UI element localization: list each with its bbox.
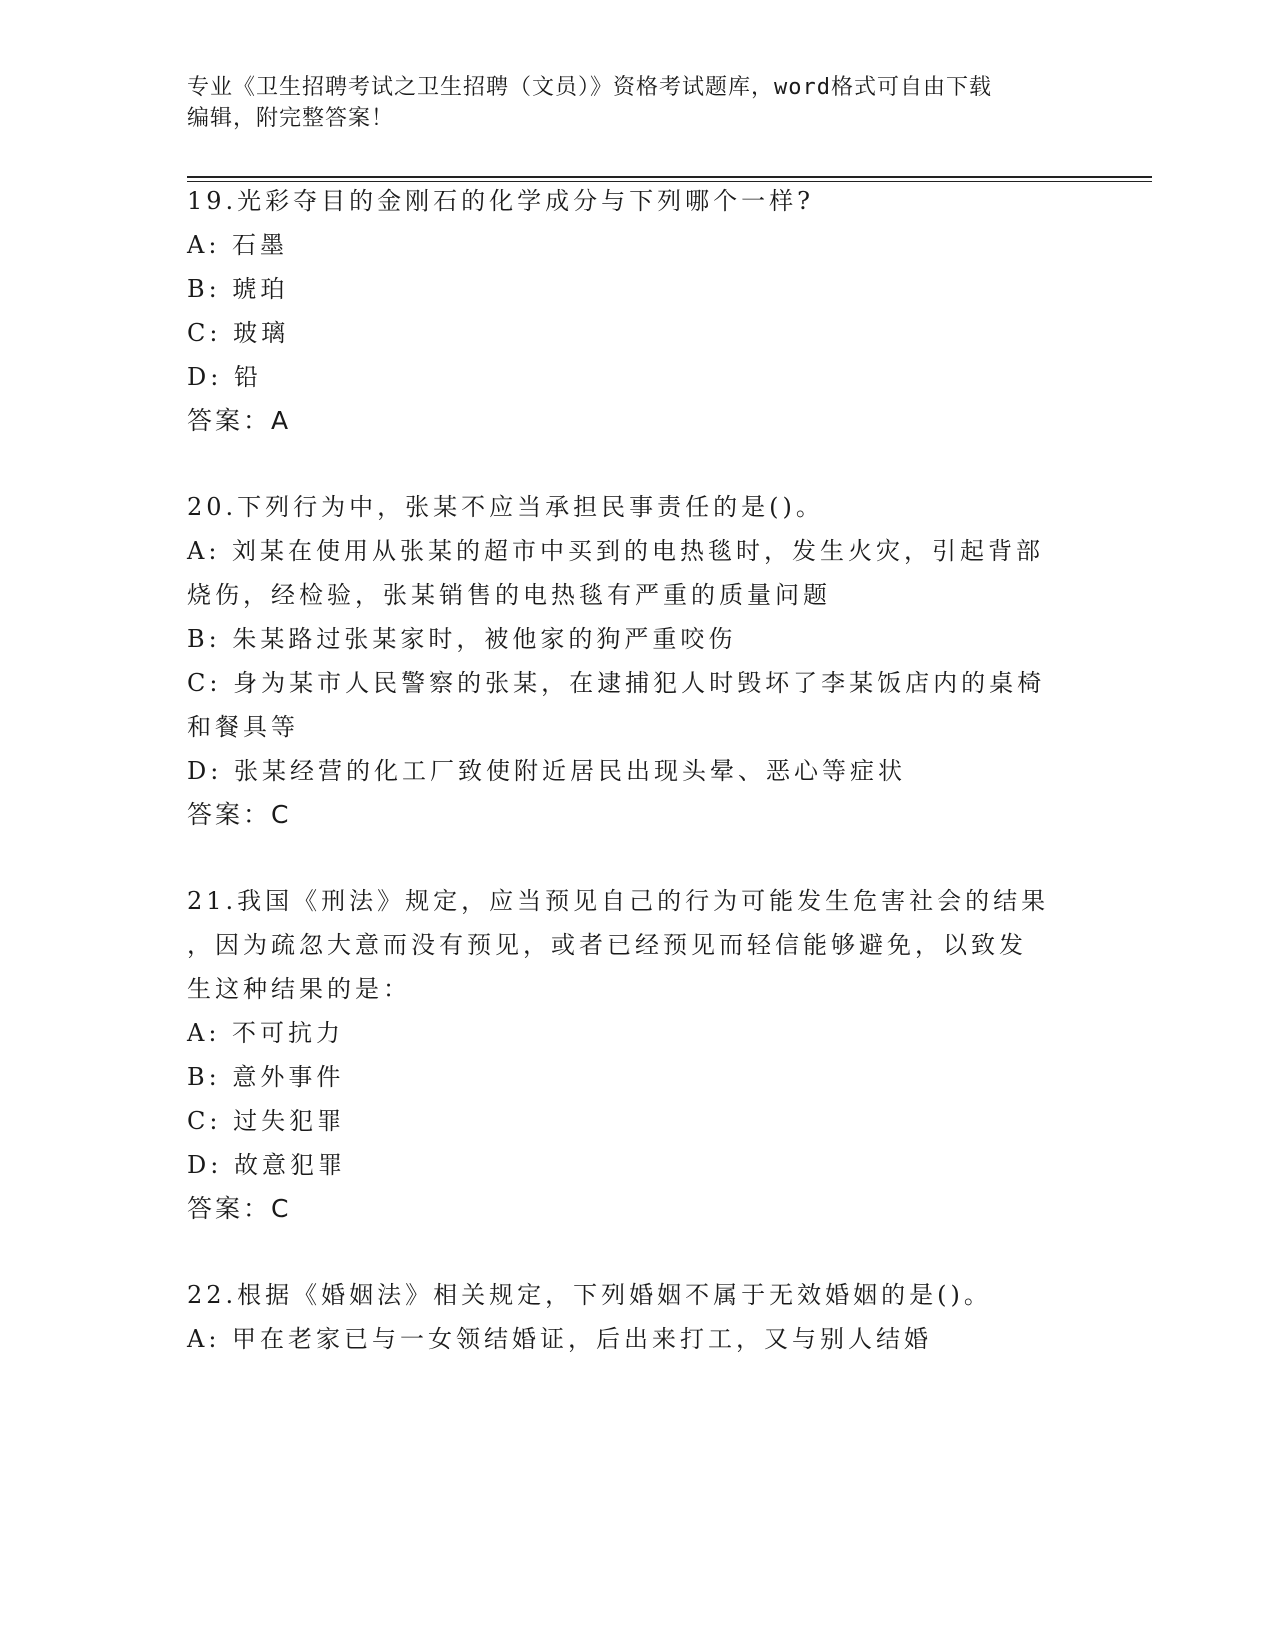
- question-19-option-b: B: 琥珀: [187, 275, 289, 303]
- question-20-stem: 20.下列行为中，张某不应当承担民事责任的是()。: [187, 493, 824, 521]
- question-21-option-b: B: 意外事件: [187, 1063, 345, 1091]
- question-21-stem: 21.我国《刑法》规定，应当预见自己的行为可能发生危害社会的结果: [187, 887, 1050, 915]
- question-21-option-a: A: 不可抗力: [187, 1019, 345, 1047]
- question-21-option-c: C: 过失犯罪: [187, 1107, 346, 1135]
- header-line-1: 专业《卫生招聘考试之卫生招聘（文员）》资格考试题库，word格式可自由下载: [187, 75, 992, 100]
- question-21-option-d: D: 故意犯罪: [187, 1151, 346, 1179]
- question-20-option-c: C: 身为某市人民警察的张某，在逮捕犯人时毁坏了李某饭店内的桌椅: [187, 669, 1046, 697]
- question-19-option-c: C: 玻璃: [187, 319, 290, 347]
- question-21-answer: 答案：C: [187, 1194, 292, 1223]
- document-header: [187, 72, 1067, 134]
- question-20-option-a: A: 刘某在使用从张某的超市中买到的电热毯时，发生火灾，引起背部: [187, 537, 1045, 565]
- question-20-option-b: B: 朱某路过张某家时，被他家的狗严重咬伤: [187, 625, 737, 653]
- question-22-stem: 22.根据《婚姻法》相关规定，下列婚姻不属于无效婚姻的是()。: [187, 1281, 992, 1309]
- question-19-stem: 19.光彩夺目的金刚石的化学成分与下列哪个一样?: [187, 187, 815, 215]
- question-20-option-d: D: 张某经营的化工厂致使附近居民出现头晕、恶心等症状: [187, 757, 906, 785]
- header-line-2: 编辑，附完整答案！: [187, 106, 395, 131]
- question-20-answer: 答案：C: [187, 800, 292, 829]
- question-22-option-a: A: 甲在老家已与一女领结婚证，后出来打工，又与别人结婚: [187, 1325, 933, 1353]
- question-20-option-c-cont: 和餐具等: [187, 713, 299, 741]
- header-divider-thin: [187, 181, 1152, 182]
- header-divider-thick: [187, 176, 1152, 178]
- question-21-stem-cont-2: 生这种结果的是：: [187, 975, 411, 1003]
- question-19-option-a: A: 石墨: [187, 231, 289, 259]
- question-21-stem-cont-1: ，因为疏忽大意而没有预见，或者已经预见而轻信能够避免，以致发: [187, 931, 1027, 959]
- question-19-option-d: D: 铅: [187, 363, 262, 391]
- question-20-option-a-cont: 烧伤，经检验，张某销售的电热毯有严重的质量问题: [187, 581, 831, 609]
- question-19-answer: 答案：A: [187, 406, 292, 435]
